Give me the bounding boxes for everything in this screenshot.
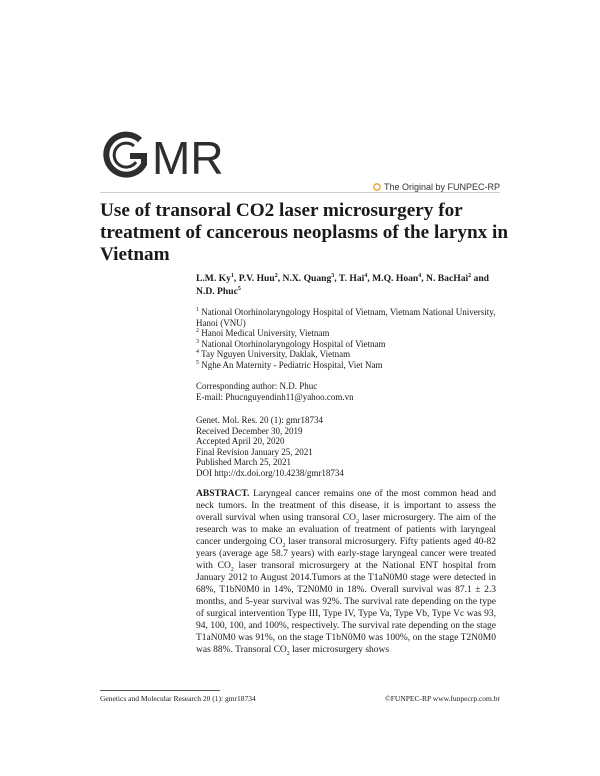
footer-divider (100, 690, 220, 691)
journal-logo (100, 128, 250, 180)
abstract (196, 488, 496, 656)
logo-text: MR (152, 132, 224, 180)
abstract-text: laser microsurgery. The aim of the research was to make an evaluation of treatment of patients with laryngeal cancer undergoing CO (196, 513, 496, 547)
date-accepted: Accepted April 20, 2020 (196, 436, 285, 446)
affiliation-number: 3 (196, 338, 199, 345)
doi-link[interactable]: DOI http://dx.doi.org/10.4238/gmr18734 (196, 467, 344, 478)
author-affiliation-marker: 1 (230, 272, 234, 279)
affiliation-item (196, 328, 516, 339)
affiliation-text: National Otorhinolaryngology Hospital of Vietnam, Vietnam National University, Hanoi (VNU) (196, 307, 496, 328)
funpec-leaf-icon (373, 183, 381, 191)
abstract-text: laser microsurgery shows (289, 645, 390, 655)
abstract-text: Laryngeal cancer remains one of the most common head and neck tumors. In the treatment of this disease, it is important to assess the overall survival when using transoral CO (196, 489, 497, 523)
author-affiliation-marker: 5 (237, 285, 241, 292)
article-title: Use of transoral CO2 laser microsurgery for treatment of cancerous neoplasms of the larynx in Vietnam (100, 200, 509, 265)
journal-tagline (373, 182, 500, 192)
affiliation-number: 1 (196, 307, 199, 313)
affiliation-number: 4 (196, 349, 199, 355)
author-affiliation-marker: 2 (468, 272, 472, 279)
abstract-text: laser transoral microsurgery. Fifty patients aged 40-82 years (average age 58.7 years) with early-stage laryngeal cancer were treated with CO (196, 537, 496, 571)
author-name: L.M. Ky (196, 273, 231, 284)
corresponding-email[interactable]: E-mail: Phucnguyendinh11@yahoo.com.vn (196, 391, 354, 402)
date-published: Published March 25, 2021 (196, 457, 291, 467)
date-received: Received December 30, 2019 (196, 425, 303, 436)
author-affiliation-marker: 3 (331, 272, 335, 279)
author-list: L.M. Ky$^1$, P.V. Huu$^2$, N.X. Quang$^3$, T. Hai$^4$, M.Q. Hoan$^4$, N. BacHai$^2$ and N.D. Phuc$^5$ (196, 272, 490, 297)
affiliation-item (196, 360, 516, 371)
abstract-text: laser transoral microsurgery at the National ENT hospital from January 2012 to August 2014.Tumors at the T1aN0M0 stage were detected in 68%, T1bN0M0 in 14%, T2N0M0 in 18%. Overall survival was 87.1 ± 2.3 months, and 5-year survival was 92%. The survival rate depending on the type of surgical intervention Type III, Type IV, Type Va, Type Vb, Type Vc was 93, 94, 100, 100, and 100%, respectively. The survival rate depending on the stage T1aN0M0 was 91%, on the stage T1bN0M0 was 100%, on the stage T2N0M0 was 88%. Transoral CO (196, 561, 496, 655)
affiliation-list (196, 307, 516, 370)
affiliation-number: 2 (196, 328, 199, 334)
affiliation-number: 5 (196, 359, 199, 366)
affiliation-item (196, 307, 516, 328)
co2-subscript: 2 (230, 566, 234, 573)
corresponding-block (196, 381, 496, 402)
citation: Genet. Mol. Res. 20 (1): gmr18734 (196, 415, 323, 425)
author-name: N.X. Quang (282, 273, 332, 284)
affiliation-item (196, 349, 516, 360)
author-affiliation-marker: 4 (418, 272, 422, 279)
affiliation-item (196, 339, 516, 350)
affiliation-text: Nghe An Maternity - Pediatric Hospital, Viet Nam (199, 359, 383, 370)
author-affiliation-marker: 2 (274, 272, 278, 279)
author-name: N.D. Phuc (196, 286, 238, 297)
author-affiliation-marker: 4 (364, 272, 368, 279)
affiliation-text: National Otorhinolaryngology Hospital of Vietnam (199, 338, 386, 349)
abstract-label: ABSTRACT. (196, 489, 250, 499)
co2-subscript: 2 (355, 518, 359, 525)
date-final-revision: Final Revision January 25, 2021 (196, 446, 313, 457)
footer-citation: Genetics and Molecular Research 20 (1): gmr18734 (100, 694, 256, 703)
footer-copyright[interactable]: ©FUNPEC-RP www.funpecrp.com.br (385, 694, 500, 703)
article-metadata (196, 415, 496, 478)
corresponding-author: Corresponding author: N.D. Phuc (196, 381, 318, 391)
header-divider (100, 192, 500, 193)
co2-subscript: 2 (286, 650, 290, 657)
author-name: P.V. Huu (238, 273, 275, 284)
author-name: N. BacHai (426, 273, 469, 284)
tagline-text: The Original by FUNPEC-RP (383, 182, 500, 192)
author-name: M.Q. Hoan (372, 273, 419, 284)
affiliation-text: Tay Nguyen University, Daklak, Vietnam (199, 349, 351, 359)
affiliation-text: Hanoi Medical University, Vietnam (199, 328, 330, 338)
author-name: T. Hai (338, 273, 365, 284)
co2-subscript: 2 (282, 542, 286, 549)
